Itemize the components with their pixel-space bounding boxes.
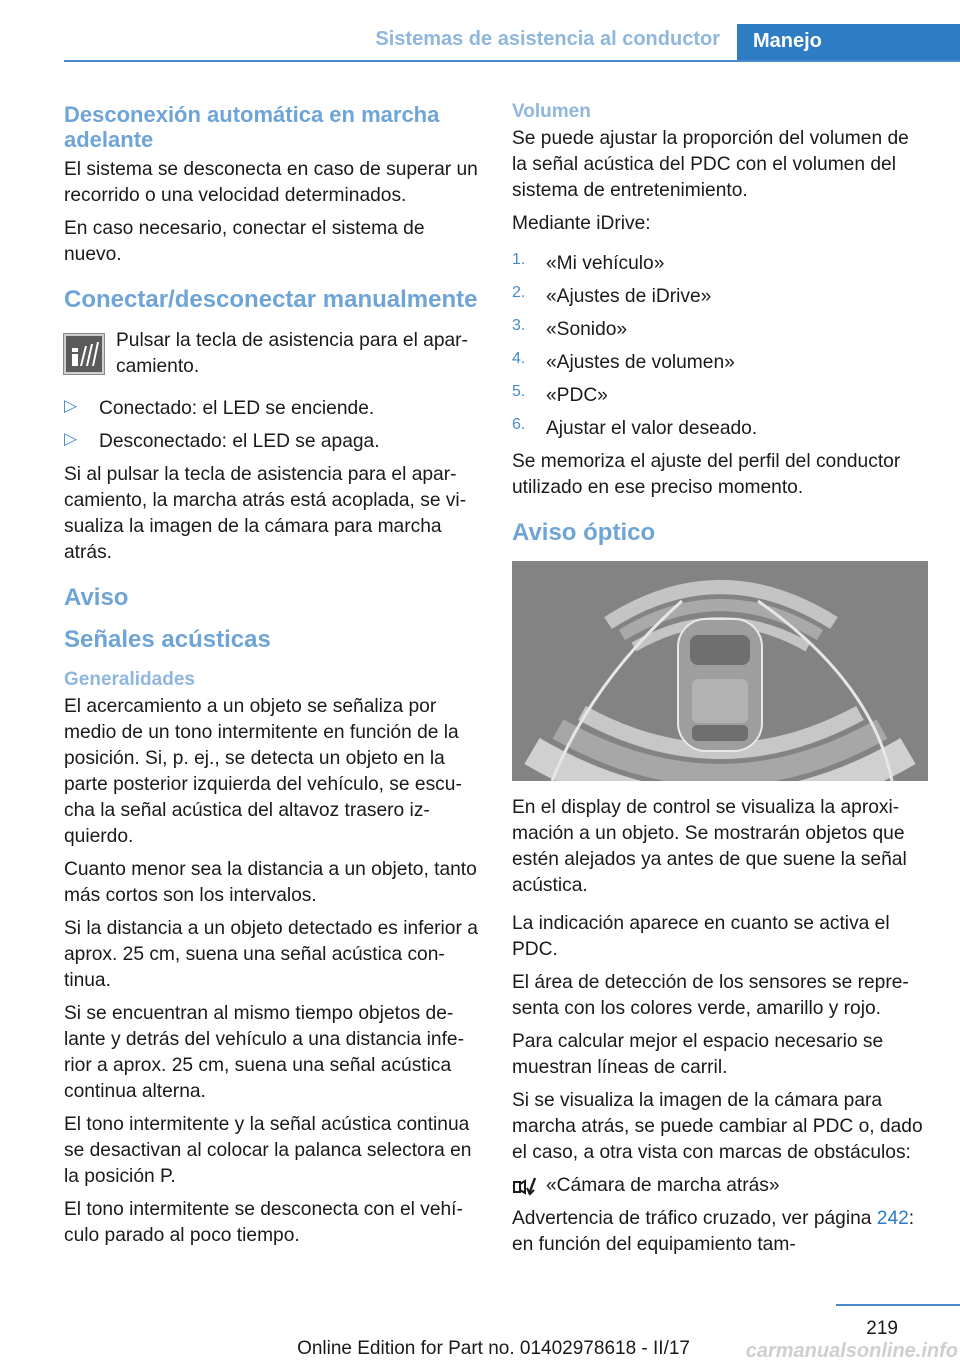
paragraph: Si se encuentran al mismo tiempo objetos delante y detrás del vehículo a una distancia inferior a aprox. 25 cm, suena una señal acústica continua alterna. [64,1003,464,1102]
list-item: 3. «Sonido» [512,317,628,340]
right-column [512,100,926,1265]
paragraph: Cuanto menor sea la distancia a un objeto, tanto más cortos son los intervalos. [64,859,477,906]
pdc-button-icon [64,334,104,374]
footer-rule [836,1304,960,1306]
running-header-section: Sistemas de asistencia al conductor [375,28,720,50]
heading-volumen: Volumen [512,101,591,122]
pdc-key-instruction [64,328,478,380]
paragraph: Se memoriza el ajuste del perfil del conductor utilizado en ese preciso momento. [512,451,901,498]
rear-camera-option: «Cámara de marcha atrás» [512,1173,926,1199]
paragraph: Para calcular mejor el espacio necesario se muestran líneas de carril. [512,1031,884,1078]
list-item: 2. «Ajustes de iDrive» [512,284,712,307]
heading-manual: Conectar/desconectar manualmente [64,286,478,313]
heading-aviso: Aviso [64,584,129,611]
page-number: 219 [866,1318,898,1339]
running-header-chapter: Manejo [737,24,960,62]
list-item: 1. «Mi vehículo» [512,251,665,274]
icon-text: Pulsar la tecla de asistencia para el aparcamiento. [116,330,468,377]
paragraph: En caso necesario, conectar el sistema de nuevo. [64,218,425,265]
list-item: 4. «Ajustes de volumen» [512,350,735,373]
heading-senales: Señales acústicas [64,626,271,653]
paragraph: Si se visualiza la imagen de la cámara para marcha atrás, se puede cambiar al PDC o, dado el caso, a otra vista con marcas de obstáculos: [512,1090,923,1163]
left-column [64,100,478,1256]
list-item: 5. «PDC» [512,383,608,406]
bullet-triangle-icon: ▷ [64,396,78,415]
page-link[interactable]: 242 [876,1208,909,1229]
bullet-triangle-icon: ▷ [64,429,78,448]
pdc-display-figure [512,561,928,781]
paragraph: En el display de control se visualiza la aproximación a un objeto. Se mostrarán objetos que estén alejados ya antes de que suene la señal acústica. [512,797,907,896]
edition-line: Online Edition for Part no. 01402978618 - II/17 [297,1338,690,1359]
paragraph-crossref: Advertencia de tráfico cruzado, ver página 242: en función del equipamiento tam- [512,1208,915,1255]
paragraph: Mediante iDrive: [512,213,651,234]
heading-generalidades: Generalidades [64,669,195,690]
paragraph: El acercamiento a un objeto se señaliza por medio de un tono intermitente en función de la posición. Si, p. ej., se detecta un objeto en la parte posterior izquierda del vehículo, se escucha la señal acústica del altavoz trasero izquierdo. [64,696,462,847]
paragraph: La indicación aparece en cuanto se activa el PDC. [512,913,890,960]
watermark: carmanualsonline.info [745,1340,958,1362]
rear-camera-icon [512,1176,538,1198]
paragraph: Si al pulsar la tecla de asistencia para el aparcamiento, la marcha atrás está acoplada, se visualiza la imagen de la cámara para marcha atrás. [64,464,467,563]
list-item: ▷ Conectado: el LED se enciende. [64,396,375,419]
heading-auto-off: Desconexión automática en marcha adelante [64,102,440,152]
header-rule [64,60,960,62]
paragraph: El sistema se desconecta en caso de superar un recorrido o una velocidad determinados. [64,159,478,206]
list-item: ▷ Desconectado: el LED se apaga. [64,429,380,452]
paragraph: El tono intermitente se desconecta con el vehículo parado al poco tiempo. [64,1199,463,1246]
paragraph: Si la distancia a un objeto detectado es inferior a aprox. 25 cm, suena una señal acústica continua. [64,918,478,991]
heading-optico: Aviso óptico [512,519,656,546]
paragraph: El tono intermitente y la señal acústica continua se desactivan al colocar la palanca selectora en la posición P. [64,1114,472,1187]
paragraph: Se puede ajustar la proporción del volumen de la señal acústica del PDC con el volumen del sistema de entretenimiento. [512,128,909,201]
list-item: 6. Ajustar el valor deseado. [512,416,758,439]
paragraph: El área de detección de los sensores se representa con los colores verde, amarillo y rojo. [512,972,909,1019]
